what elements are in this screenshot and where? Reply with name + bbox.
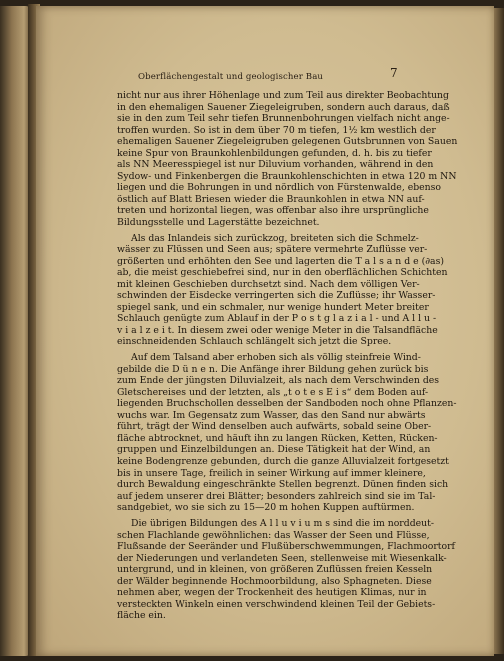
text-line: Schlauch genügte zum Ablauf in der P o s t g l a z i a l - und A l l u - <box>117 313 437 325</box>
text-line: wässer zu Flüssen und Seen aus; spätere vermehrte Zuflüsse ver- <box>117 244 428 256</box>
text-line: Sydow- und Finkenbergen die Braunkohlenschichten in etwa 120 m NN <box>117 170 457 182</box>
text-line: keine Bodengrenze gebunden, durch die ganze Alluvialzeit fortgesetzt <box>117 455 449 467</box>
text-line: Die übrigen Bildungen des A l l u v i u m s sind die im norddeut- <box>131 518 435 530</box>
running-title: Oberflächengestalt und geologischer Bau <box>138 72 324 82</box>
text-line: fläche ein. <box>117 610 166 622</box>
paragraph <box>117 352 457 514</box>
text-line: ab, die meist geschiebefrei sind, nur in den oberflächlichen Schichten <box>117 267 448 279</box>
text-line: größerten und erhöhten den See und lagerten die T a l s a n d e (∂as) <box>117 255 444 267</box>
text-line: Bildungsstelle und Lagerstätte bezeichnet. <box>117 216 320 228</box>
text-line: der Wälder beginnende Hochmoorbildung, also Sphagneten. Diese <box>117 575 432 587</box>
text-line: nicht nur aus ihrer Höhenlage und zum Teil aus direkter Beobachtung <box>117 90 449 101</box>
text-line: zum Ende der jüngsten Diluvialzeit, als nach dem Verschwinden des <box>117 375 440 387</box>
text-line: liegen und die Bohrungen in und nördlich von Fürstenwalde, ebenso <box>117 182 442 194</box>
text-line: führt, trägt der Wind denselben auch aufwärts, sobald seine Ober- <box>117 421 432 433</box>
text-line: der Niederungen und verlandeten Seen, stellenweise mit Wiesenkalk- <box>117 552 447 564</box>
text-line: Flußsande der Seeränder und Flußüberschwemmungen, Flachmoortorf <box>117 541 455 553</box>
text-line: spiegel sank, und ein schmaler, nur wenige hundert Meter breiter <box>117 301 429 313</box>
paragraph <box>117 232 448 348</box>
text-line: Als das Inlandeis sich zurückzog, breiteten sich die Schmelz- <box>131 232 419 244</box>
text-line: Gletschereises und der letzten, als „t o t e s E i s“ dem Boden auf- <box>117 386 429 398</box>
page-number: 7 <box>390 66 398 80</box>
text-line: ehemaligen Sauener Ziegeleigruben gelegenen Gutsbrunnen von Sauen <box>117 136 458 148</box>
left-page-edge <box>0 6 30 656</box>
text-line: troffen wurden. So ist in dem über 70 m tiefen, 1½ km westlich der <box>117 124 436 136</box>
text-line: versteckten Winkeln einen verschwindend kleinen Teil der Gebiets- <box>117 598 436 610</box>
text-line: keine Spur von Braunkohlenbildungen gefunden, d. h. bis zu tiefer <box>117 147 432 159</box>
text-line: untergrund, und in kleinen, von größeren Zuflüssen freien Kesseln <box>117 564 433 576</box>
text-line: sie in den zum Teil sehr tiefen Brunnenbohrungen vielfach nicht ange- <box>117 113 450 125</box>
text-line: v i a l z e i t. In diesem zwei oder wenige Meter in die Talsandfläche <box>117 324 438 336</box>
text-line: wuchs war. Im Gegensatz zum Wasser, das den Sand nur abwärts <box>117 409 426 421</box>
text-line: bis in unsere Tage, freilich in seiner Wirkung auf immer kleinere, <box>117 467 426 479</box>
paragraph <box>117 90 458 228</box>
paragraph <box>117 518 455 622</box>
text-line: liegenden Bruchschollen desselben der Sandboden noch ohne Pflanzen- <box>117 398 457 410</box>
text-line: fläche abtrocknet, und häuft ihn zu langen Rücken, Ketten, Rücken- <box>117 432 438 444</box>
text-line: als NN Meeresspiegel ist nur Diluvium vorhanden, während in den <box>117 159 434 171</box>
text-line: sandgebiet, wo sie sich zu 15—20 m hohen Kuppen auftürmen. <box>117 502 415 514</box>
text-line: nehmen aber, wegen der Trockenheit des heutigen Klimas, nur in <box>117 587 427 599</box>
text-line: gebilde die D ü n e n. Die Anfänge ihrer Bildung gehen zurück bis <box>117 363 429 375</box>
right-page-edge <box>494 8 504 654</box>
text-line: durch Bewaldung eingeschränkte Stellen begrenzt. Dünen finden sich <box>117 479 449 491</box>
body-text <box>117 90 458 622</box>
text-line: gruppen und Einzelbildungen an. Diese Tätigkeit hat der Wind, an <box>117 444 431 456</box>
text-line: in den ehemaligen Sauener Ziegeleigruben, sondern auch daraus, daß <box>117 101 450 113</box>
text-line: mit kleinen Geschieben durchsetzt sind. Nach dem völligen Ver- <box>117 278 420 290</box>
text-line: einschneidenden Schlauch schlängelt sich jetzt die Spree. <box>117 336 392 348</box>
text-line: schen Flachlande gewöhnlichen: das Wasser der Seen und Flüsse, <box>117 529 430 541</box>
text-line: Auf dem Talsand aber erhoben sich als völlig steinfreie Wind- <box>131 352 421 364</box>
text-line: treten und horizontal liegen, was offenbar also ihre ursprüngliche <box>117 205 429 217</box>
text-line: auf jedem unserer drei Blätter; besonders zahlreich sind sie im Tal- <box>117 490 436 502</box>
text-line: östlich auf Blatt Briesen wieder die Braunkohlen in etwa NN auf- <box>117 193 425 205</box>
text-line: schwinden der Eisdecke verringerten sich die Zuflüsse; ihr Wasser- <box>117 290 436 302</box>
